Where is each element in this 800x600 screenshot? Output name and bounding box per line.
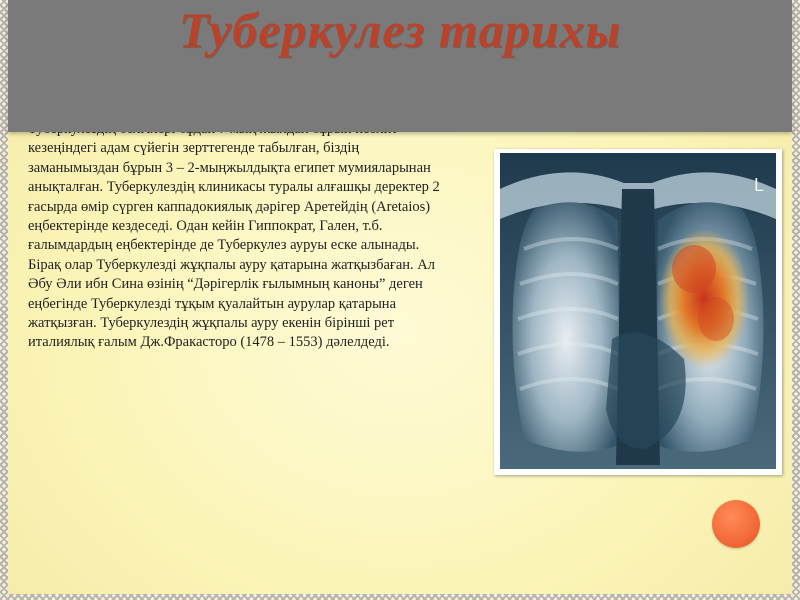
right-patterned-border <box>792 0 800 600</box>
body-paragraph: кезеңіндегі адам сүйегін зерттегенде табылған, біздің заманымыздан бұрын 3 – 2-мыңжылдықта египет мумияларынан анықталған. Туберкулездің клиникасы туралы алғашқы деректер 2 ғасырда өмір сүрген каппадокиялық дәрігер Аретейдің (Aretaios) еңбектерінде кездеседі. Одан кейін Гиппократ, Гален, т.б. ғалымдардың еңбектерінде де Туберкулез ауруы еске алынады. Бірақ олар Туберкулезді жұқпалы ауру қатарына жатқызбаған. Ал Әбу Әли ибн Сина өзінің “Дәрігерлік ғылымның каноны” деген еңбегінде Туберкулезді тұқым қуалайтын аурулар қатарына жатқызған. Туберкулездің жұқпалы ауру екенін бірінші рет италиялық ғалым Дж.Фракасторо (1478 – 1553) дәлелдеді. <box>28 140 440 351</box>
chest-xray-illustration <box>494 149 782 475</box>
chest-xray-image <box>494 149 782 475</box>
orange-accent-circle <box>712 500 760 548</box>
body-text-container <box>28 132 448 442</box>
xray-side-marker: L <box>754 175 765 195</box>
slide-title: Туберкулез тарихы <box>178 2 622 58</box>
left-patterned-border <box>0 0 8 600</box>
bottom-patterned-border <box>0 594 800 600</box>
